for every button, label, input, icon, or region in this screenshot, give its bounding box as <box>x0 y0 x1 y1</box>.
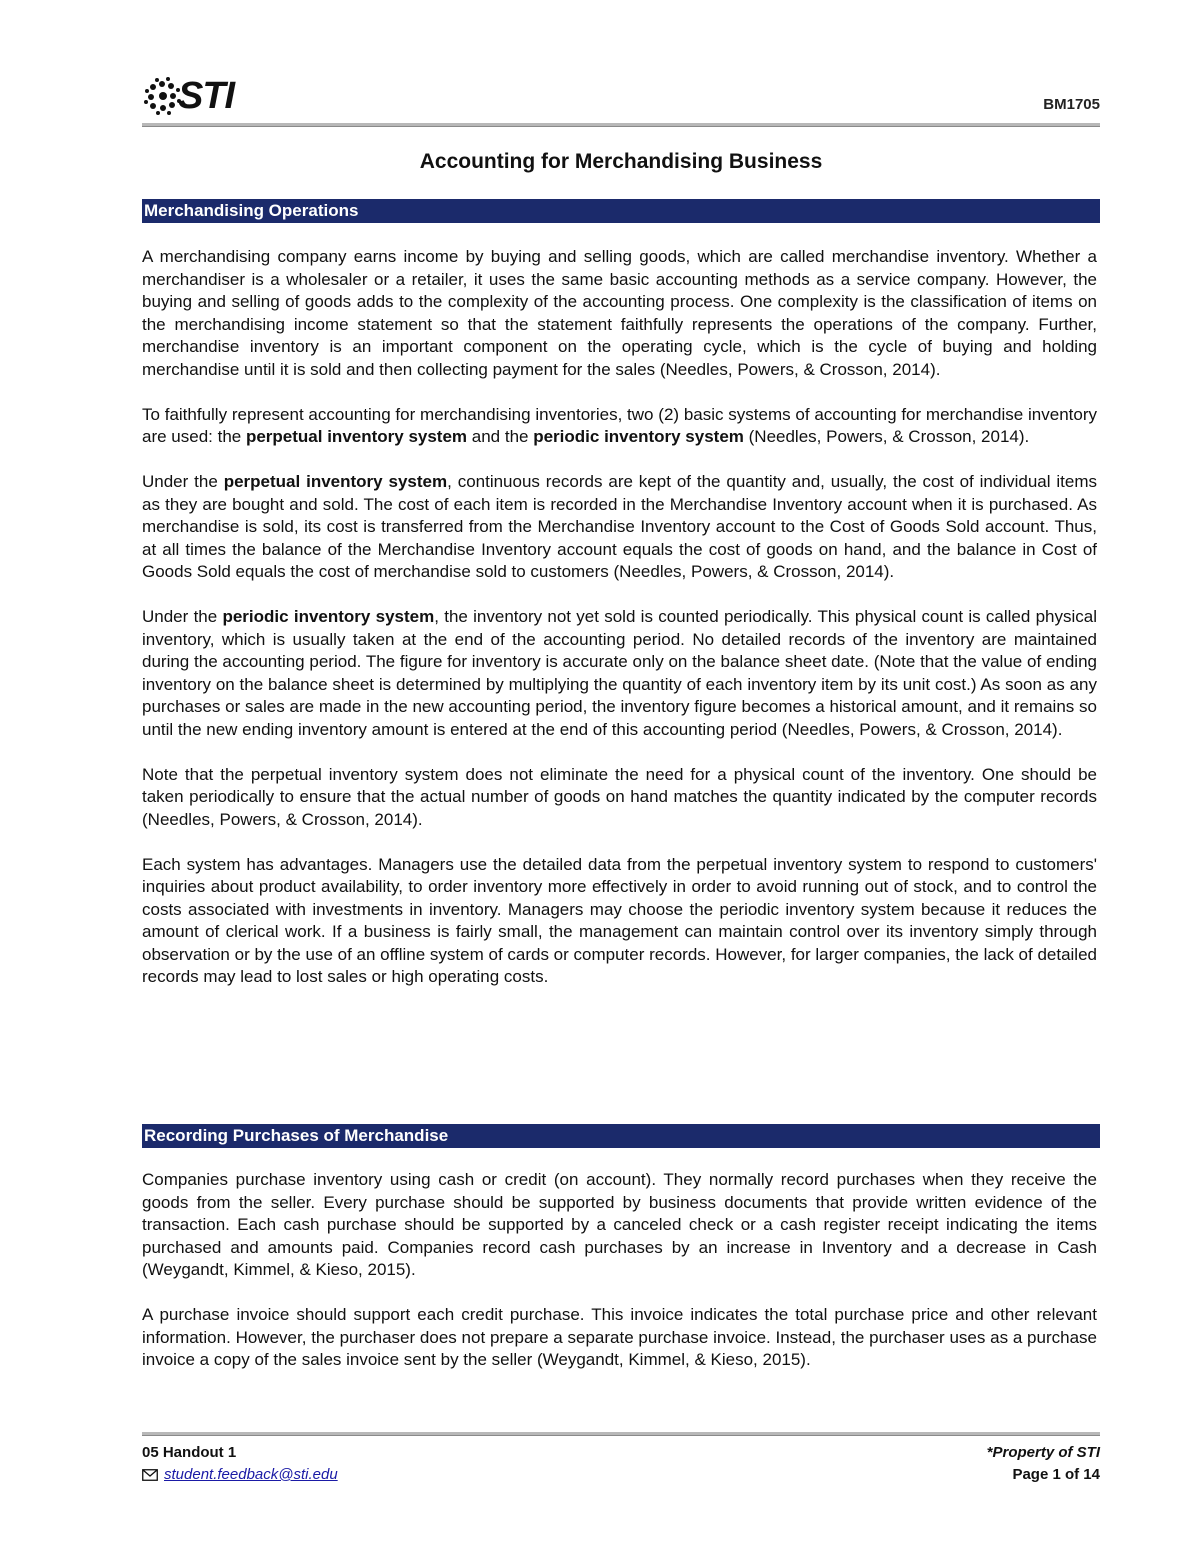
paragraph <box>142 854 1097 989</box>
section-body-merchandising-operations <box>142 246 1097 989</box>
envelope-icon <box>142 1469 158 1481</box>
handout-label: 05 Handout 1 <box>142 1444 237 1461</box>
sti-logo <box>142 74 234 118</box>
bold-term: perpetual inventory system <box>245 427 468 446</box>
text-run: Note that the perpetual inventory system does not eliminate the need for a physical count of the inventory. One should be taken periodically to ensure that the actual number of goods on hand matches the quantity indicated by the computer records (Needles, Powers, & Crosson, 2014). <box>142 764 1097 829</box>
page-header <box>142 74 1100 126</box>
paragraph <box>142 1304 1097 1372</box>
footer-right <box>987 1442 1100 1486</box>
text-run: and the <box>467 427 534 446</box>
text-run: Companies purchase inventory using cash or credit (on account). They normally record purchases when they receive the goods from the seller. Every purchase should be supported by business documents that provide written evidence of the transaction. Each cash purchase should be supported by a canceled check or a cash register receipt indicating the items purchased and amounts paid. Companies record cash purchases by an increase in Inventory and a decrease in Cash (Weygandt, Kimmel, & Kieso, 2015). <box>142 1170 1097 1279</box>
text-run: To faithfully represent accounting for merchandising inventories, two (2) basic systems of accounting for merchandise inventory are used: the <box>142 404 1097 446</box>
paragraph <box>142 764 1097 832</box>
text-run: , the inventory not yet sold is counted periodically. This physical count is called physical inventory, which is usually taken at the end of the accounting period. No detailed records of the inventory are maintained during the accounting period. The figure for inventory is accurate only on the balance sheet date. (Note that the value of ending inventory on the balance sheet is determined by multiplying the quantity of each inventory item by its unit cost.) As soon as any purchases or sales are made in the new accounting period, the inventory figure becomes a historical amount, and it remains so until the new ending inventory amount is entered at the end of this accounting period (Needles, Powers, & Crosson, 2014). <box>142 607 1098 739</box>
logo-text: STI <box>178 75 235 117</box>
property-notice: *Property of STI <box>986 1444 1100 1461</box>
paragraph <box>142 471 1097 584</box>
text-run: , continuous records are kept of the quantity and, usually, the cost of individual items as they are bought and sold. The cost of each item is recorded in the Merchandise Inventory account when it is purchased. As merchandise is sold, its cost is transferred from the Merchandise Inventory account to the Cost of Goods Sold account. Thus, at all times the balance of the Merchandise Inventory account equals the cost of goods on hand, and the balance in Cost of Goods Sold equals the cost of merchandise sold to customers (Needles, Powers, & Crosson, 2014). <box>142 472 1098 581</box>
text-run: A merchandising company earns income by buying and selling goods, which are called merchandise inventory. Whether a merchandiser is a wholesaler or a retailer, it uses the same basic accounting methods as a service company. However, the buying and selling of goods adds to the complexity of the accounting process. One complexity is the classification of items on the merchandising income statement so that the statement faithfully represents the operations of the company. Further, merchandise inventory is an important component on the operating cycle, which is the cycle of buying and holding merchandise until it is sold and then collecting payment for the sales (Needles, Powers, & Crosson, 2014). <box>142 247 1097 379</box>
feedback-email-link[interactable]: student.feedback@sti.edu <box>164 1466 338 1483</box>
text-run: Under the <box>142 607 223 626</box>
document-code: BM1705 <box>1043 96 1100 113</box>
bold-term: perpetual inventory system <box>223 472 448 491</box>
feedback-email-line <box>142 1464 338 1486</box>
bold-term: periodic inventory system <box>222 607 435 626</box>
text-run: Each system has advantages. Managers use the detailed data from the perpetual inventory system to respond to customers' inquiries about product availability, to order inventory more effectively in order to avoid running out of stock, and to control the costs associated with investments in inventory. Managers may choose the periodic inventory system because it reduces the amount of clerical work. If a business is fairly small, the management can maintain control over its inventory simply through observation or by the use of an offline system of cards or computer records. However, for larger companies, the lack of detailed records may lead to lost sales or high operating costs. <box>142 854 1097 986</box>
paragraph <box>142 404 1097 449</box>
section-heading-recording-purchases: Recording Purchases of Merchandise <box>142 1124 1100 1148</box>
page-number: Page 1 of 14 <box>1012 1466 1100 1483</box>
section-heading-merchandising-operations: Merchandising Operations <box>142 199 1100 223</box>
paragraph <box>142 1169 1097 1282</box>
header-divider <box>142 123 1100 127</box>
text-run: A purchase invoice should support each credit purchase. This invoice indicates the total purchase price and other relevant information. However, the purchaser does not prepare a separate purchase invoice. Instead, the purchaser uses as a purchase invoice a copy of the sales invoice sent by the seller (Weygandt, Kimmel, & Kieso, 2015). <box>142 1305 1097 1369</box>
text-run: (Needles, Powers, & Crosson, 2014). <box>743 427 1030 446</box>
footer-left <box>142 1442 338 1486</box>
bold-term: periodic inventory system <box>533 427 744 446</box>
section-body-recording-purchases <box>142 1169 1097 1372</box>
page-title: Accounting for Merchandising Business <box>419 150 823 173</box>
footer-divider <box>142 1432 1100 1436</box>
text-run: Under the <box>142 472 224 491</box>
paragraph <box>142 606 1097 741</box>
paragraph <box>142 246 1097 381</box>
